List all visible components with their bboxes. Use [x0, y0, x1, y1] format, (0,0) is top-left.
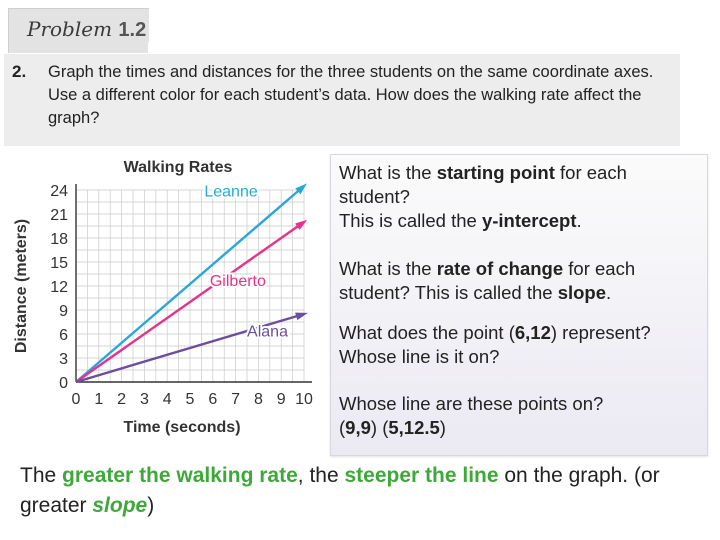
q2-text-b: for each student? This is called the — [339, 258, 636, 303]
q1-term-starting-point: starting point — [436, 162, 555, 183]
tab-corner — [148, 42, 160, 54]
chart-title: Walking Rates — [123, 159, 233, 176]
q3-point: 6,12 — [514, 322, 551, 343]
series-label-gilberto: Gilberto — [209, 273, 266, 290]
walking-rates-graph — [6, 150, 326, 446]
walking-rates-chart — [6, 150, 326, 446]
q2-term-slope: slope — [557, 282, 607, 303]
q1-term-y-intercept: y-intercept — [481, 210, 577, 231]
y-tick-label: 3 — [59, 351, 68, 368]
questions-box — [330, 154, 708, 456]
summary-steeper-line: steeper the line — [344, 464, 499, 487]
series-label-alana: Alana — [247, 323, 288, 341]
q4-point-1: 9,9 — [345, 417, 371, 438]
q1-text-d: . — [576, 210, 582, 231]
question-rate-of-change — [339, 257, 701, 305]
summary-slope: slope — [92, 494, 148, 517]
problem-item-number: 2. — [12, 62, 27, 81]
y-tick-label: 9 — [59, 303, 68, 320]
x-tick-label: 8 — [253, 391, 263, 408]
q2-text-a: What is the — [339, 258, 437, 279]
summary-greater-rate: greater the walking rate — [62, 464, 298, 487]
x-tick-label: 5 — [185, 391, 195, 408]
x-tick-label: 7 — [231, 391, 241, 408]
y-tick-label: 24 — [50, 183, 68, 200]
x-tick-label: 0 — [71, 391, 81, 408]
q4-point-2: 5,12.5 — [388, 417, 440, 438]
x-tick-label: 1 — [94, 391, 104, 408]
q2-text-c: . — [606, 282, 612, 303]
y-tick-label: 21 — [50, 207, 68, 224]
q1-text-a: What is the — [339, 162, 437, 183]
series-label-leanne: Leanne — [204, 183, 258, 201]
x-tick-label: 3 — [139, 391, 149, 408]
problem-number: 1.2 — [118, 19, 147, 41]
q1-text-c: This is called the — [339, 210, 482, 231]
y-axis-label: Distance (meters) — [13, 218, 30, 354]
q1-text-b: for each student? — [339, 162, 627, 207]
x-axis-label: Time (seconds) — [123, 419, 241, 436]
summary-text-b: , the — [297, 464, 345, 487]
summary-statement — [20, 461, 710, 521]
summary-text-a: The — [20, 464, 63, 487]
q2-term-rate-of-change: rate of change — [436, 258, 564, 279]
x-tick-label: 4 — [162, 391, 172, 408]
problem-label: Problem — [27, 17, 113, 41]
x-tick-label: 9 — [276, 391, 286, 408]
question-starting-point — [339, 161, 701, 233]
summary-text-c: on the graph. (or greater — [20, 464, 660, 517]
question-point-6-12 — [339, 321, 701, 369]
y-tick-label: 6 — [59, 327, 68, 344]
y-tick-label: 18 — [50, 231, 68, 248]
x-tick-label: 6 — [208, 391, 218, 408]
q3-text-a: What does the point ( — [339, 322, 515, 343]
y-tick-label: 0 — [59, 375, 68, 392]
problem-tab — [8, 8, 149, 53]
problem-heading — [27, 17, 146, 42]
question-whose-line: Whose line are these points on? (9,9) (5,12.5) — [339, 393, 604, 438]
x-tick-label: 2 — [117, 391, 127, 408]
y-tick-label: 15 — [50, 255, 68, 272]
x-tick-label: 10 — [295, 391, 313, 408]
problem-text: Graph the times and distances for the three students on the same coordinate axes. Use a different color for each student’s data. How does the walking rate affect the graph? — [48, 63, 654, 127]
summary-text-d: ) — [147, 494, 155, 517]
y-tick-label: 12 — [50, 279, 68, 296]
problem-statement — [4, 54, 680, 146]
q4-text: Whose line are these points on? — [339, 393, 604, 414]
q3-text-b: ) represent? Whose line is it on? — [339, 322, 651, 367]
